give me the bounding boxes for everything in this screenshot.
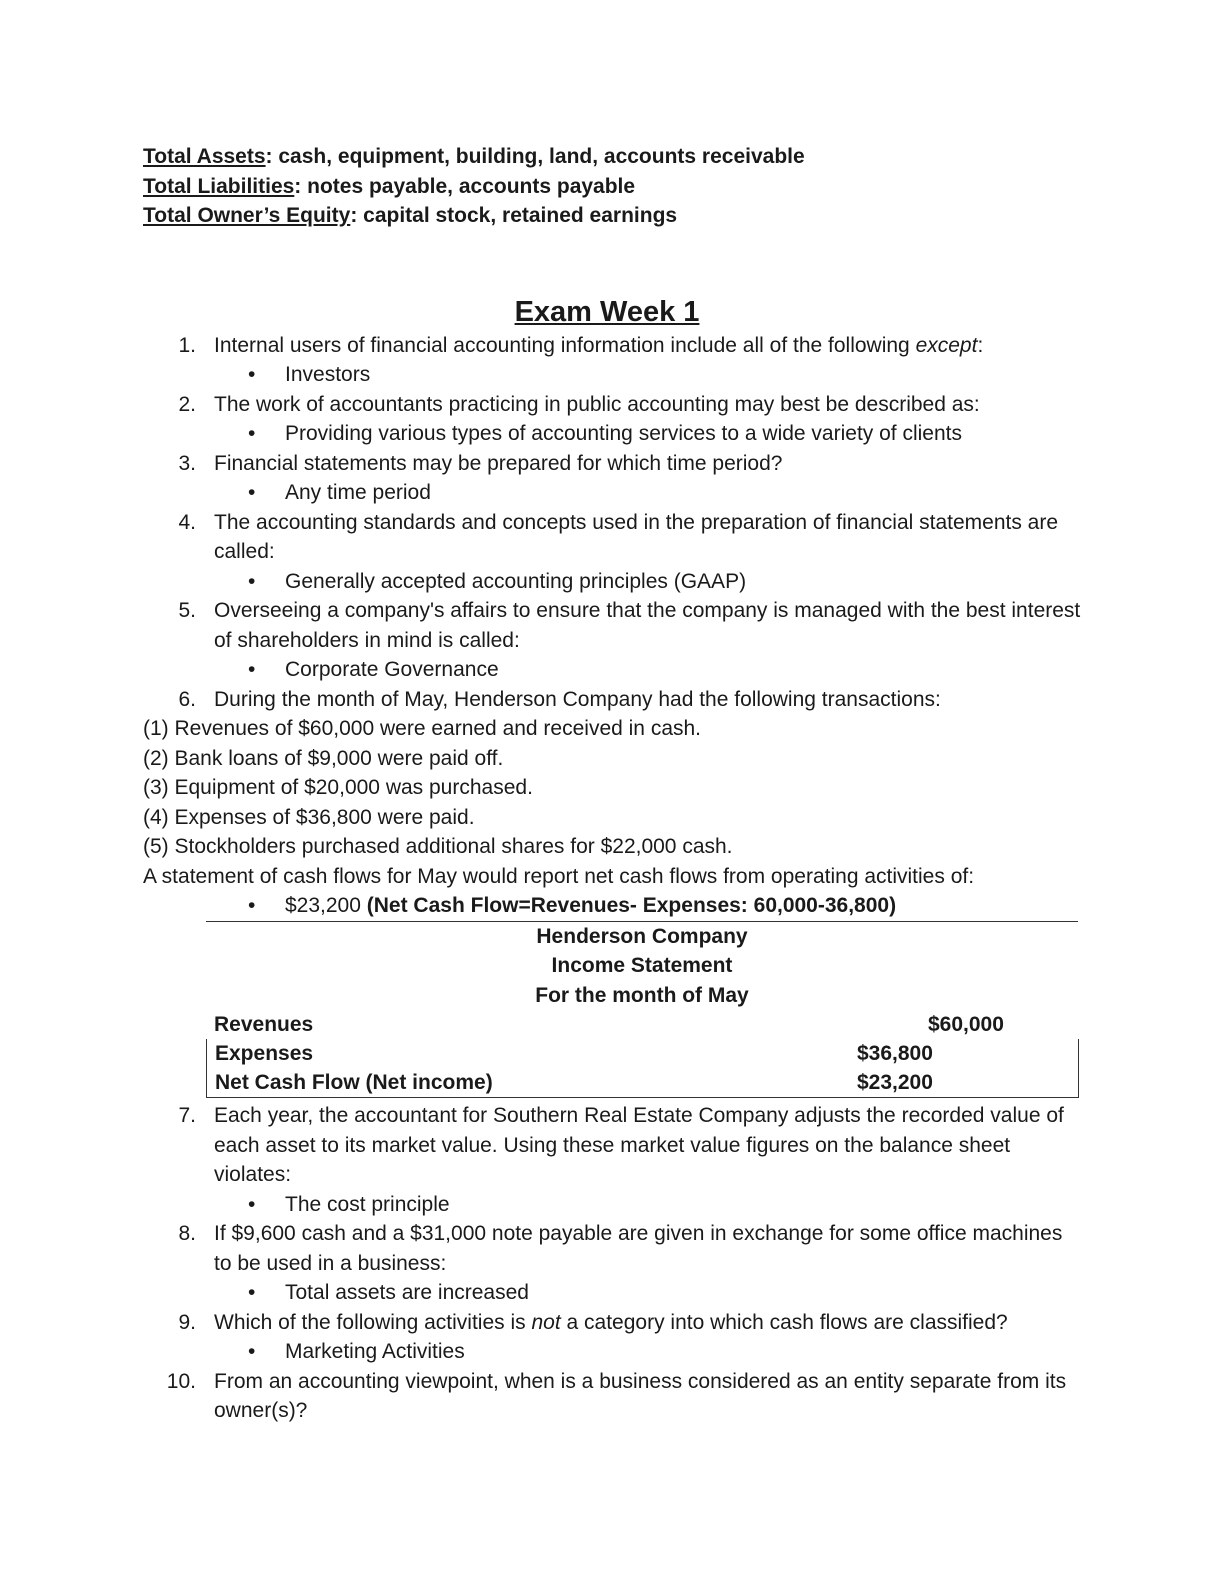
bullet-icon: • (248, 1340, 256, 1363)
answer-8: • Total assets are increased (143, 1278, 1083, 1308)
statement-company: Henderson Company (536, 924, 748, 948)
question-2: 2. The work of accountants practicing in public accounting may best be described as: (178, 392, 980, 416)
answer-7: • The cost principle (143, 1190, 1083, 1220)
bullet-icon: • (248, 1281, 256, 1304)
bullet-icon: • (248, 569, 256, 593)
definition-assets: Total Assets: cash, equipment, building, land, accounts receivable (143, 145, 805, 168)
answer-9: • Marketing Activities (143, 1337, 1083, 1367)
bullet-icon: • (248, 481, 256, 504)
income-statement-header (206, 922, 1078, 1011)
bullet-icon: • (248, 1192, 256, 1216)
question-4: 4. The accounting standards and concepts used in the preparation of financial statements are called: (178, 510, 1059, 563)
bullet-icon: • (248, 658, 256, 681)
answer-3: • Any time period (143, 478, 1083, 508)
transaction-1: (1) Revenues of $60,000 were earned and received in cash. (143, 717, 702, 740)
question-1: 1. Internal users of financial accounting information include all of the following except: (178, 333, 984, 357)
question-7: 7. Each year, the accountant for Southern Real Estate Company adjusts the recorded value of each asset to its market value. Using these market value figures on the balance sheet violates: (178, 1104, 1064, 1186)
question-6-prompt: A statement of cash flows for May would report net cash flows from operating activities of: (143, 864, 975, 888)
answer-2: • Providing various types of accounting services to a wide variety of clients (143, 419, 1083, 449)
definition-equity: Total Owner’s Equity: capital stock, retained earnings (143, 204, 678, 227)
page-title: Exam Week 1 (514, 295, 700, 328)
question-3: 3. Financial statements may be prepared for which time period? (178, 451, 783, 475)
statement-period: For the month of May (535, 983, 749, 1007)
question-10: 10. From an accounting viewpoint, when is a business considered as an entity separate from its owner(s)? (166, 1369, 1067, 1422)
bullet-icon: • (248, 363, 256, 386)
transaction-4: (4) Expenses of $36,800 were paid. (143, 805, 475, 829)
statement-name: Income Statement (551, 954, 733, 977)
answer-6: • $23,200 (Net Cash Flow=Revenues- Expenses: 60,000-36,800) (143, 891, 1083, 921)
transaction-2: (2) Bank loans of $9,000 were paid off. (143, 746, 504, 770)
statement-row-net-income: Net Cash Flow (Net income) $23,200 (215, 1071, 933, 1094)
transaction-5: (5) Stockholders purchased additional shares for $22,000 cash. (143, 835, 733, 858)
question-5: 5. Overseeing a company's affairs to ensure that the company is managed with the best interest of shareholders in mind is called: (178, 599, 1081, 652)
bullet-icon: • (248, 894, 256, 917)
statement-row-revenues: Revenues $60,000 (214, 1013, 1004, 1036)
question-9: 9. Which of the following activities is not a category into which cash flows are classified? (178, 1310, 1008, 1334)
statement-row-expenses: Expenses $36,800 (215, 1042, 933, 1065)
definition-liabilities: Total Liabilities: notes payable, accounts payable (143, 174, 636, 198)
answer-5: • Corporate Governance (143, 655, 1083, 685)
answer-1: • Investors (143, 360, 1083, 390)
question-6: 6. During the month of May, Henderson Company had the following transactions: (178, 687, 941, 711)
question-8: 8. If $9,600 cash and a $31,000 note payable are given in exchange for some office machines to be used in a business: (178, 1222, 1063, 1275)
answer-4: • Generally accepted accounting principles (GAAP) (143, 567, 1083, 597)
bullet-icon: • (248, 422, 256, 445)
transaction-3: (3) Equipment of $20,000 was purchased. (143, 776, 533, 799)
statement-box (206, 1039, 1079, 1098)
document-page (143, 142, 1083, 1426)
